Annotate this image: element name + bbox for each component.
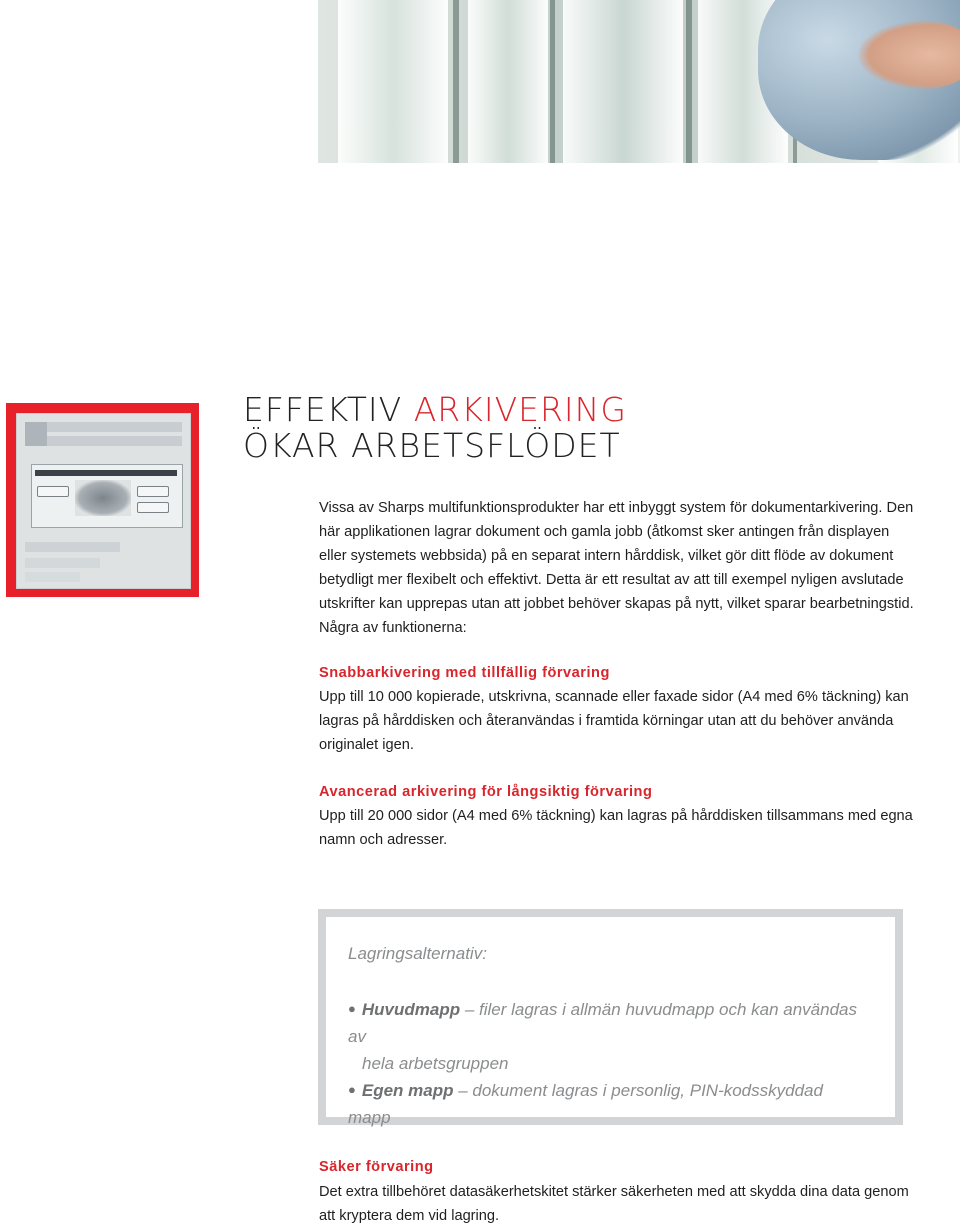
option-dash: – bbox=[453, 1081, 473, 1100]
title-line1-plain: EFFEKTIV bbox=[243, 390, 414, 429]
option-desc-cont: hela arbetsgruppen bbox=[362, 1054, 509, 1073]
storage-option-main-folder bbox=[348, 995, 868, 1077]
bullet-icon: ● bbox=[348, 1082, 356, 1097]
section-heading-secure-storage: Säker förvaring bbox=[319, 1159, 434, 1175]
section-heading-advanced-archive: Avancerad arkivering för långsiktig förvaring bbox=[319, 784, 653, 800]
header-photo bbox=[318, 0, 960, 163]
option-desc: dokument lagras i personlig, PIN-kodsskyddad mapp bbox=[348, 1081, 823, 1127]
storage-options-box bbox=[318, 909, 903, 1125]
option-term: Huvudmapp bbox=[361, 1000, 461, 1019]
option-desc: filer lagras i allmän huvudmapp och kan användas av bbox=[348, 1000, 858, 1046]
title-line2: ÖKAR ARBETSFLÖDET bbox=[243, 426, 621, 465]
section-text-secure-storage: Det extra tillbehöret datasäkerhetskitet stärker säkerheten med att skydda dina data genom att kryptera dem vid lagring. bbox=[319, 1184, 909, 1224]
section-text-advanced-archive: Upp till 20 000 sidor (A4 med 6% täckning) kan lagras på hårddisken tillsammans med egna namn och adresser. bbox=[319, 808, 913, 848]
section-heading-quick-archive: Snabbarkivering med tillfällig förvaring bbox=[319, 665, 610, 681]
bullet-icon: ● bbox=[348, 1001, 356, 1016]
option-term: Egen mapp bbox=[361, 1081, 454, 1100]
option-dash: – bbox=[460, 1000, 479, 1019]
section-text-quick-archive: Upp till 10 000 kopierade, utskrivna, scannade eller faxade sidor (A4 med 6% täckning) kan lagras på hårddisken och återanvändas i framtida körningar utan att du behöver använda originalet igen. bbox=[319, 689, 909, 753]
title-line1-accent: ARKIVERING bbox=[413, 390, 627, 429]
storage-options-title: Lagringsalternativ: bbox=[348, 944, 487, 963]
storage-option-own-folder bbox=[348, 1076, 868, 1131]
device-display-image bbox=[6, 403, 199, 597]
intro-paragraph: Vissa av Sharps multifunktionsprodukter har ett inbyggt system för dokumentarkivering. Den här applikationen lagrar dokument och gamla jobb (åtkomst sker antingen från displayen eller systemets webbsida) på en separat intern hårddisk, vilket gör ditt flöde av dokument betydligt mer flexibelt och effektivt. Detta är ett resultat av att till exempel nyligen avslutade utskrifter kan upprepas utan att jobbet behöver skapas på nytt, vilket sparar bearbetningstid. Några av funktionerna: bbox=[319, 500, 914, 636]
page-title bbox=[243, 392, 627, 464]
